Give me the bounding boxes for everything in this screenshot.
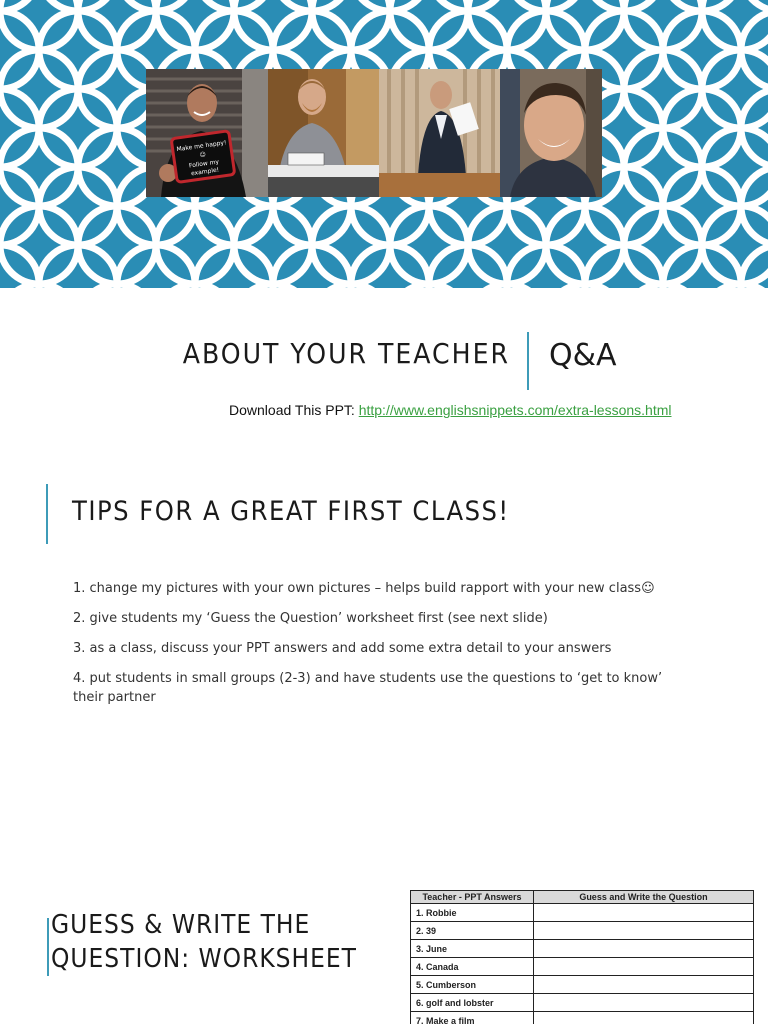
answer-cell: 6. golf and lobster — [411, 994, 534, 1012]
table-header: Guess and Write the Question — [534, 891, 754, 904]
tips-slide — [0, 458, 768, 860]
title-slide — [0, 0, 768, 450]
tip-item: 3. as a class, discuss your PPT answers and add some extra detail to your answers — [73, 641, 612, 656]
teacher-photo-desk — [268, 69, 379, 197]
table-header: Teacher - PPT Answers — [411, 891, 534, 904]
teacher-photo-sign — [146, 69, 268, 197]
slide-title: ABOUT YOUR TEACHER — [182, 337, 510, 370]
table-row — [411, 976, 754, 994]
download-line — [229, 402, 672, 418]
table-row — [411, 904, 754, 922]
answer-cell: 2. 39 — [411, 922, 534, 940]
teacher-photo-smiling — [500, 69, 602, 197]
table-row — [411, 1012, 754, 1024]
answer-cell: 7. Make a film — [411, 1012, 534, 1024]
teacher-photo-speaking — [379, 69, 500, 197]
answer-cell: 1. Robbie — [411, 904, 534, 922]
table-row — [411, 940, 754, 958]
answer-cell: 4. Canada — [411, 958, 534, 976]
title-divider — [527, 332, 529, 390]
worksheet-table — [410, 890, 754, 1024]
worksheet-title: GUESS & WRITE THE QUESTION: WORKSHEET — [51, 910, 357, 974]
teacher-photo-strip — [146, 69, 602, 197]
title-bar — [0, 330, 768, 390]
tips-title: TIPS FOR A GREAT FIRST CLASS! — [72, 496, 510, 527]
question-cell[interactable] — [534, 922, 754, 940]
table-row — [411, 994, 754, 1012]
table-row — [411, 958, 754, 976]
svg-text:Follow my: Follow my — [188, 158, 220, 170]
download-link[interactable]: http://www.englishsnippets.com/extra-lessons.html — [358, 402, 672, 418]
svg-text:☺: ☺ — [199, 151, 207, 159]
title-accent-bar — [46, 484, 48, 544]
question-cell[interactable] — [534, 994, 754, 1012]
question-cell[interactable] — [534, 904, 754, 922]
worksheet-slide — [0, 868, 768, 1024]
download-label: Download This PPT: — [229, 402, 359, 418]
slide-subtitle: Q&A — [549, 338, 617, 373]
question-cell[interactable] — [534, 940, 754, 958]
question-cell[interactable] — [534, 976, 754, 994]
title-accent-bar — [47, 918, 49, 976]
svg-text:example!: example! — [190, 166, 220, 178]
tip-item: 1. change my pictures with your own pictures – helps build rapport with your new class☺ — [73, 581, 655, 596]
tip-item: 2. give students my ‘Guess the Question’ worksheet first (see next slide) — [73, 611, 548, 626]
svg-text:Make me happy!: Make me happy! — [176, 139, 227, 154]
question-cell[interactable] — [534, 1012, 754, 1024]
answer-cell: 3. June — [411, 940, 534, 958]
answer-cell: 5. Cumberson — [411, 976, 534, 994]
question-cell[interactable] — [534, 958, 754, 976]
tips-list — [73, 579, 673, 718]
tip-item: 4. put students in small groups (2-3) and have students use the questions to ‘get to know’ their partner — [73, 671, 663, 705]
table-row — [411, 922, 754, 940]
